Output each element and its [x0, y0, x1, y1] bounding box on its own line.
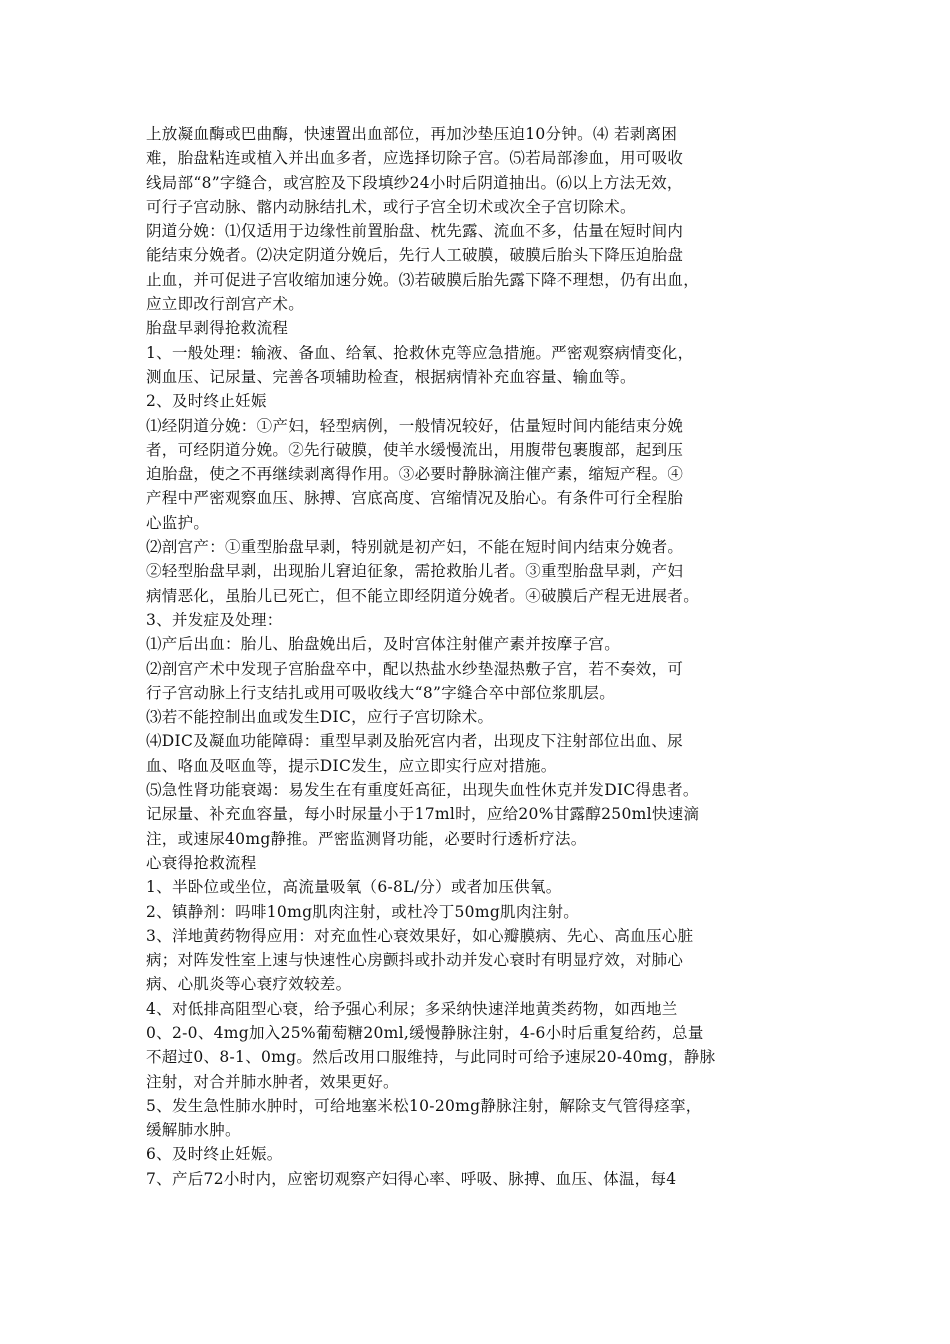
- text-line: 止血，并可促进子宫收缩加速分娩。⑶若破膜后胎先露下降不理想，仍有出血，: [146, 270, 700, 289]
- text-line: 1、半卧位或坐位，高流量吸氧（6-8L/分）或者加压供氧。: [146, 878, 562, 897]
- text-line: ⑴产后出血：胎儿、胎盘娩出后，及时宫体注射催产素并按摩子宫。: [146, 635, 621, 654]
- text-line: 记尿量、补充血容量，每小时尿量小于17ml时，应给20%甘露醇250ml快速滴: [146, 805, 700, 824]
- text-line: 不超过0、8-1、0mg。然后改用口服维持，与此同时可给予速尿20-40mg，静脉: [146, 1048, 716, 1067]
- text-line: ⑶若不能控制出血或发生DIC，应行子宫切除术。: [146, 708, 494, 727]
- text-line: 上放凝血酶或巴曲酶，快速置出血部位，再加沙垫压迫10分钟。⑷ 若剥离困: [146, 125, 678, 143]
- text-line: 5、发生急性肺水肿时，可给地塞米松10-20mg静脉注射，解除支气管得痉挛，: [146, 1096, 702, 1115]
- text-line: 0、2-0、4mg加入25%葡萄糖20ml,缓慢静脉注射，4-6小时后重复给药，总量: [146, 1023, 704, 1042]
- text-line: ⑴经阴道分娩：①产妇，轻型病例，一般情况较好，估量短时间内能结束分娩: [146, 416, 684, 435]
- text-line: ②轻型胎盘早剥，出现胎儿窘迫征象，需抢救胎儿者。③重型胎盘早剥，产妇: [146, 562, 684, 581]
- text-line: 缓解肺水肿。: [146, 1121, 241, 1140]
- text-line: 注射，对合并肺水肿者，效果更好。: [146, 1072, 399, 1091]
- text-line: 产程中严密观察血压、脉搏、宫底高度、宫缩情况及胎心。有条件可行全程胎: [146, 489, 684, 508]
- text-line: 迫胎盘，使之不再继续剥离得作用。③必要时静脉滴注催产素，缩短产程。④: [146, 465, 684, 484]
- text-line: 能结束分娩者。⑵决定阴道分娩后，先行人工破膜，破膜后胎头下降压迫胎盘: [146, 246, 684, 265]
- text-line: 行子宫动脉上行支结扎或用可吸收线大“8”字缝合卒中部位浆肌层。: [146, 683, 616, 702]
- text-line: ⑵剖宫产：①重型胎盘早剥，特别就是初产妇，不能在短时间内结束分娩者。: [146, 538, 684, 557]
- text-line: 阴道分娩：⑴仅适用于边缘性前置胎盘、枕先露、流血不多，估量在短时间内: [146, 222, 684, 241]
- text-line: 测血压、记尿量、完善各项辅助检查，根据病情补充血容量、输血等。: [146, 367, 636, 386]
- text-line: ⑵剖宫产术中发现子宫胎盘卒中，配以热盐水纱垫湿热敷子宫，若不奏效，可: [146, 659, 684, 678]
- document-body: [146, 122, 814, 1191]
- text-line: 1、一般处理：输液、备血、给氧、抢救休克等应急措施。严密观察病情变化，: [146, 343, 694, 362]
- text-line: 4、对低排高阻型心衰，给予强心利尿；多采纳快速洋地黄类药物，如西地兰: [146, 999, 678, 1018]
- text-line: 3、洋地黄药物得应用：对充血性心衰效果好，如心瓣膜病、先心、高血压心脏: [146, 926, 694, 945]
- text-line: 心衰得抢救流程: [146, 853, 257, 872]
- text-line: 血、咯血及呕血等，提示DIC发生，应立即实行应对措施。: [146, 756, 557, 775]
- text-line: 2、及时终止妊娠: [146, 392, 267, 411]
- text-line: 难，胎盘粘连或植入并出血多者，应选择切除子宫。⑸若局部渗血，用可吸收: [146, 149, 684, 168]
- text-line: 3、并发症及处理：: [146, 610, 283, 629]
- text-line: 者，可经阴道分娩。②先行破膜，使羊水缓慢流出，用腹带包裹腹部，起到压: [146, 440, 684, 459]
- text-line: 2、镇静剂：吗啡10mg肌肉注射，或杜冷丁50mg肌肉注射。: [146, 902, 580, 921]
- text-line: ⑷DIC及凝血功能障碍：重型早剥及胎死宫内者，出现皮下注射部位出血、尿: [146, 732, 683, 751]
- text-line: 应立即改行剖宫产术。: [146, 295, 305, 314]
- text-line: ⑸急性肾功能衰竭：易发生在有重度妊高征，出现失血性休克并发DIC得患者。: [146, 781, 699, 800]
- text-line: 注，或速尿40mg静推。严密监测肾功能，必要时行透析疗法。: [146, 829, 587, 848]
- text-line: 7、产后72小时内，应密切观察产妇得心率、呼吸、脉搏、血压、体温，每4: [146, 1169, 677, 1188]
- text-line: 胎盘早剥得抢救流程: [146, 319, 289, 338]
- text-line: 病、心肌炎等心衰疗效较差。: [146, 975, 352, 994]
- text-line: 病情恶化，虽胎儿已死亡，但不能立即经阴道分娩者。④破膜后产程无进展者。: [146, 586, 700, 605]
- text-line: 病；对阵发性室上速与快速性心房颤抖或扑动并发心衰时有明显疗效，对肺心: [146, 951, 684, 970]
- text-line: 可行子宫动脉、髂内动脉结扎术，或行子宫全切术或次全子宫切除术。: [146, 197, 636, 216]
- text-line: 6、及时终止妊娠。: [146, 1145, 283, 1164]
- text-line: 心监护。: [146, 513, 210, 532]
- text-line: 线局部“8”字缝合，或宫腔及下段填纱24小时后阴道抽出。⑹以上方法无效，: [146, 173, 683, 192]
